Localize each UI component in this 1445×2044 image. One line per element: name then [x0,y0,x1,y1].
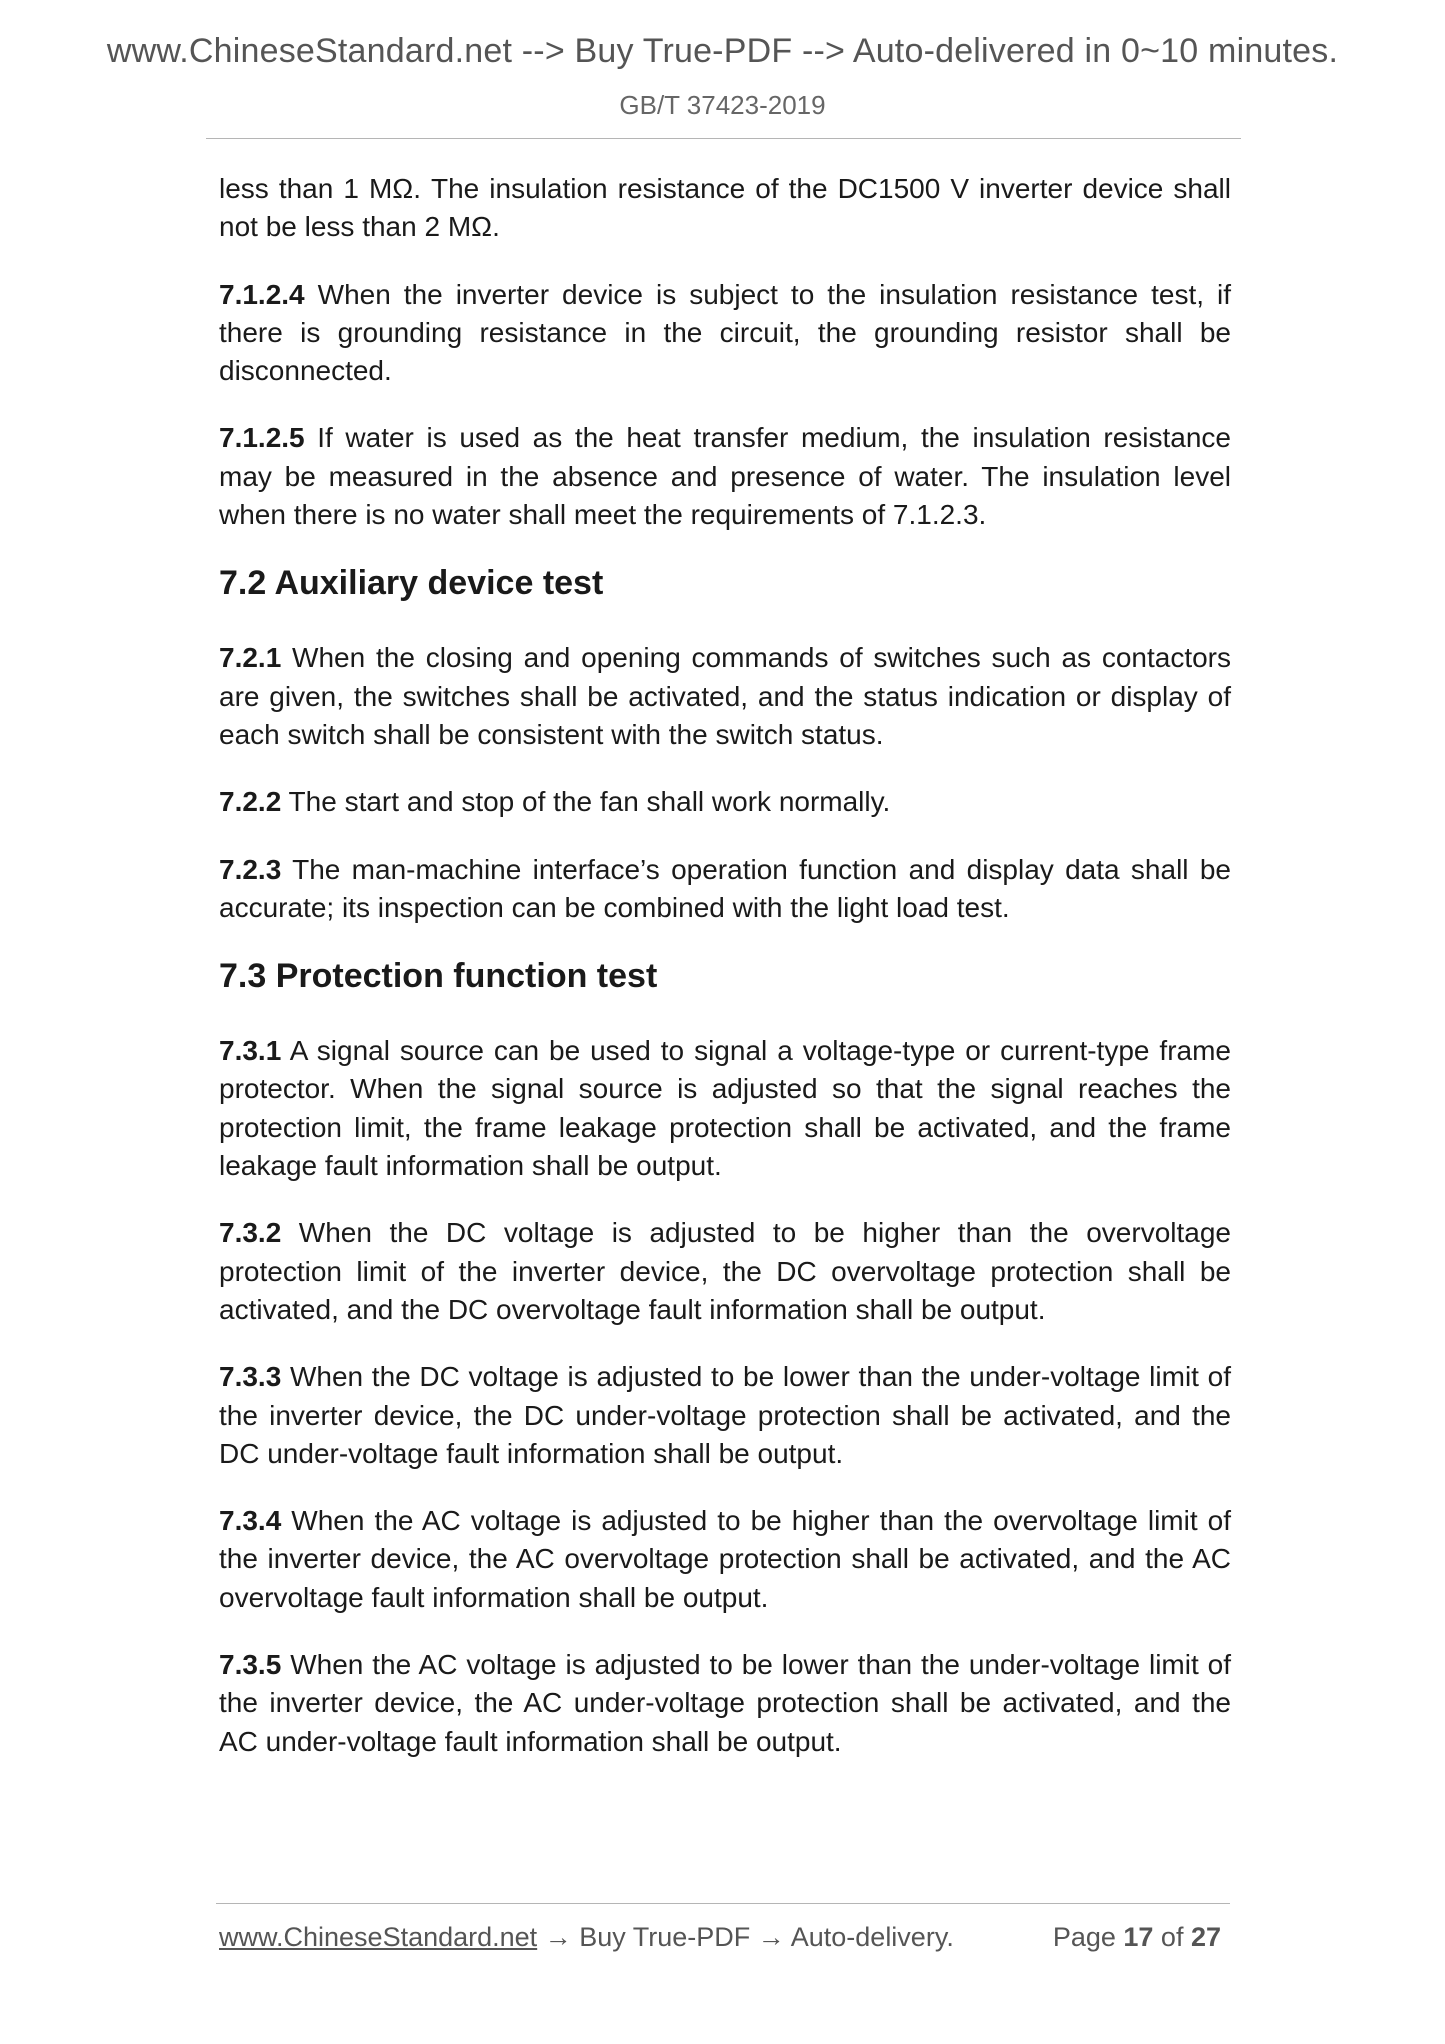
paragraph-continuation [219,170,1231,247]
clause-number: 7.3.5 [219,1649,282,1681]
clause-text: When the DC voltage is adjusted to be lower than the under-voltage limit of the inverter device, the DC under-voltage protection shall be activated, and the DC under-voltage fault information shall be output. [219,1361,1231,1469]
clause-7-2-2 [219,783,1231,821]
clause-number: 7.1.2.4 [219,278,305,310]
clause-text: The man-machine interface’s operation function and display data shall be accurate; its inspection can be combined with the light load test. [219,853,1231,923]
clause-7-3-1 [219,1032,1231,1185]
clause-number: 7.2.3 [219,853,282,885]
clause-text: A signal source can be used to signal a voltage-type or current-type frame protector. When the signal source is adjusted so that the signal reaches the protection limit, the frame leakage protection shall be activated, and the frame leakage fault information shall be output. [219,1035,1231,1182]
page-label: Page [1052,1922,1124,1952]
footer-site-link[interactable]: www.ChineseStandard.net [219,1922,538,1952]
paragraph-text: less than 1 MΩ. The insulation resistance of the DC1500 V inverter device shall not be less than 2 MΩ. [219,173,1231,243]
page-footer [219,1922,1231,1953]
clause-7-3-4 [219,1502,1231,1617]
page-total: 27 [1190,1922,1221,1952]
clause-7-2-1 [219,639,1231,754]
standard-code: GB/T 37423-2019 [619,90,826,120]
footer-left [219,1922,954,1953]
clause-7-3-5 [219,1646,1231,1761]
clause-number: 7.1.2.5 [219,422,305,454]
clause-text: When the AC voltage is adjusted to be higher than the overvoltage limit of the inverter device, the AC overvoltage protection shall be activated, and the AC overvoltage fault information shall be output. [219,1505,1231,1613]
clause-7-3-3 [219,1358,1231,1473]
document-body [219,170,1231,1790]
section-heading-7-3: 7.3 Protection function test [219,957,658,996]
section-heading-7-2: 7.2 Auxiliary device test [219,564,604,603]
clause-7-1-2-5 [219,419,1231,534]
clause-7-3-2 [219,1214,1231,1329]
clause-number: 7.2.1 [219,642,282,674]
header-divider [206,138,1241,139]
footer-divider [216,1903,1230,1904]
clause-text: When the AC voltage is adjusted to be lower than the under-voltage limit of the inverter device, the AC under-voltage protection shall be activated, and the AC under-voltage fault information shall be output. [219,1649,1231,1757]
clause-text: When the closing and opening commands of switches such as contactors are given, the switches shall be activated, and the status indication or display of each switch shall be consistent with the switch status. [219,642,1231,750]
footer-tagline: → Buy True-PDF → Auto-delivery. [537,1922,954,1952]
clause-text: When the inverter device is subject to the insulation resistance test, if there is grounding resistance in the circuit, the grounding resistor shall be disconnected. [219,278,1231,387]
page-current: 17 [1123,1922,1154,1952]
clause-text: The start and stop of the fan shall work normally. [281,786,891,818]
clause-7-2-3 [219,851,1231,928]
clause-number: 7.2.2 [219,786,282,818]
clause-text: When the DC voltage is adjusted to be higher than the overvoltage protection limit of the inverter device, the DC overvoltage protection shall be activated, and the DC overvoltage fault information shall be output. [219,1217,1231,1325]
site-banner: www.ChineseStandard.net --> Buy True-PDF --> Auto-delivered in 0~10 minutes. [106,32,1339,70]
clause-7-1-2-4 [219,276,1231,391]
page-of-label: of [1153,1922,1191,1952]
page-indicator [1053,1922,1221,1953]
clause-number: 7.3.1 [219,1035,282,1067]
clause-text: If water is used as the heat transfer medium, the insulation resistance may be measured in the absence and presence of water. The insulation level when there is no water shall meet the requirements of 7.1.2.3. [219,422,1231,531]
clause-number: 7.3.2 [219,1217,282,1249]
clause-number: 7.3.4 [219,1505,282,1537]
clause-number: 7.3.3 [219,1361,282,1393]
